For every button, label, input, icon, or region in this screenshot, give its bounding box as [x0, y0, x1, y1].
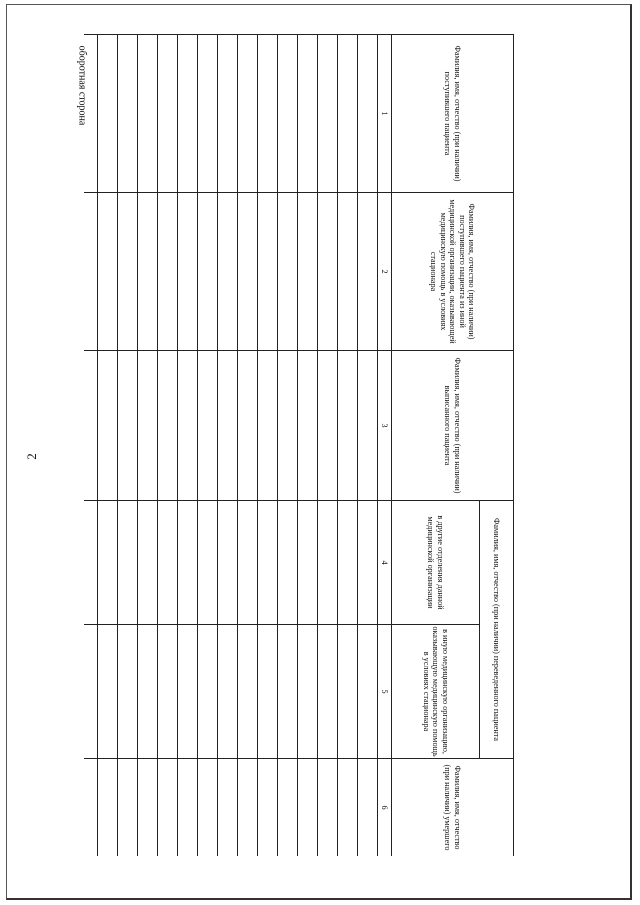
table-cell[interactable]	[218, 35, 238, 193]
column-number: 4	[378, 501, 392, 625]
table-cell[interactable]	[158, 501, 178, 625]
table-cell[interactable]	[258, 759, 278, 857]
table-cell[interactable]	[298, 501, 318, 625]
table-cell[interactable]	[318, 501, 338, 625]
table-row	[138, 35, 158, 857]
table-cell[interactable]	[158, 351, 178, 501]
table-cell[interactable]	[318, 759, 338, 857]
table-cell[interactable]	[218, 193, 238, 351]
table-cell[interactable]	[158, 759, 178, 857]
table-cell[interactable]	[118, 759, 138, 857]
table-cell[interactable]	[318, 193, 338, 351]
table-cell[interactable]	[298, 759, 318, 857]
page-number: 2	[23, 453, 39, 460]
table-cell[interactable]	[198, 501, 218, 625]
table-row	[278, 35, 298, 857]
table-cell[interactable]	[138, 501, 158, 625]
table-cell[interactable]	[298, 625, 318, 759]
table-cell[interactable]	[338, 501, 358, 625]
table-cell[interactable]	[318, 35, 338, 193]
table-cell[interactable]	[258, 193, 278, 351]
table-row	[158, 35, 178, 857]
table-row	[118, 35, 138, 857]
table-cell[interactable]	[138, 625, 158, 759]
table-cell[interactable]	[358, 193, 378, 351]
table-row	[178, 35, 198, 857]
column-number: 6	[378, 759, 392, 857]
column-number-row	[378, 35, 392, 857]
table-row	[218, 35, 238, 857]
table-row	[84, 35, 98, 857]
table-cell[interactable]	[338, 351, 358, 501]
table-cell[interactable]	[178, 759, 198, 857]
table-row	[338, 35, 358, 857]
table-row	[98, 35, 118, 857]
table-cell[interactable]	[178, 351, 198, 501]
table-cell[interactable]	[138, 351, 158, 501]
table-cell[interactable]	[298, 35, 318, 193]
table-cell[interactable]	[84, 625, 98, 759]
table-cell[interactable]	[158, 193, 178, 351]
table-cell[interactable]	[84, 35, 98, 193]
table-cell[interactable]	[218, 625, 238, 759]
table-cell[interactable]	[278, 625, 298, 759]
table-cell[interactable]	[198, 759, 218, 857]
table-cell[interactable]	[278, 193, 298, 351]
table-cell[interactable]	[258, 351, 278, 501]
column-number: 1	[378, 35, 392, 193]
table-cell[interactable]	[358, 625, 378, 759]
table-cell[interactable]	[198, 193, 218, 351]
column-number: 5	[378, 625, 392, 759]
header-discharged: Фамилия, имя, отчество (при наличии) выписанного пациента	[392, 351, 514, 501]
table-cell[interactable]	[218, 759, 238, 857]
table-cell[interactable]	[338, 625, 358, 759]
column-number: 2	[378, 193, 392, 351]
table-cell[interactable]	[178, 35, 198, 193]
table-cell[interactable]	[338, 759, 358, 857]
table-cell[interactable]	[238, 351, 258, 501]
table-cell[interactable]	[118, 501, 138, 625]
table-cell[interactable]	[238, 625, 258, 759]
table-cell[interactable]	[238, 35, 258, 193]
table-cell[interactable]	[278, 759, 298, 857]
table-cell[interactable]	[218, 501, 238, 625]
table-cell[interactable]	[98, 35, 118, 193]
table-cell[interactable]	[258, 625, 278, 759]
table-cell[interactable]	[118, 35, 138, 193]
table-cell[interactable]	[138, 35, 158, 193]
table-cell[interactable]	[298, 351, 318, 501]
table-row	[358, 35, 378, 857]
table-cell[interactable]	[358, 501, 378, 625]
table-cell[interactable]	[338, 35, 358, 193]
table-cell[interactable]	[358, 35, 378, 193]
header-transferred-external: в иную медицинскую организацию, оказывающую медицинскую помощь в условиях стационара	[392, 625, 480, 759]
table-cell[interactable]	[278, 351, 298, 501]
table-cell[interactable]	[98, 759, 118, 857]
table-cell[interactable]	[84, 193, 98, 351]
table-cell[interactable]	[98, 193, 118, 351]
register-table	[84, 34, 514, 856]
header-transferred-internal: в другие отделения данной медицинской организации	[392, 501, 480, 625]
table-row	[318, 35, 338, 857]
table-cell[interactable]	[118, 351, 138, 501]
table-cell[interactable]	[158, 35, 178, 193]
table-cell[interactable]	[258, 35, 278, 193]
table-cell[interactable]	[258, 501, 278, 625]
table-cell[interactable]	[298, 193, 318, 351]
column-number: 3	[378, 351, 392, 501]
table-row	[298, 35, 318, 857]
table-cell[interactable]	[158, 625, 178, 759]
table-cell[interactable]	[238, 193, 258, 351]
table-cell[interactable]	[178, 625, 198, 759]
table-cell[interactable]	[98, 501, 118, 625]
table-cell[interactable]	[278, 501, 298, 625]
table-cell[interactable]	[178, 501, 198, 625]
table-cell[interactable]	[278, 35, 298, 193]
table-cell[interactable]	[138, 193, 158, 351]
table-cell[interactable]	[218, 351, 238, 501]
table-cell[interactable]	[84, 501, 98, 625]
table-cell[interactable]	[358, 351, 378, 501]
table-cell[interactable]	[198, 625, 218, 759]
header-transferred-group: Фамилия, имя, отчество (при наличии) переведенного пациента	[480, 501, 514, 759]
table-cell[interactable]	[338, 193, 358, 351]
header-admitted: Фамилия, имя, отчество (при наличии) поступившего пациента	[392, 35, 514, 193]
table-row	[238, 35, 258, 857]
side-note: оборотная сторона	[76, 45, 88, 126]
table-cell[interactable]	[238, 501, 258, 625]
table-cell[interactable]	[118, 193, 138, 351]
table-cell[interactable]	[84, 759, 98, 857]
table-cell[interactable]	[198, 351, 218, 501]
header-admitted-from-other: Фамилия, имя, отчество (при наличии) поступившего пациента из иной медицинской организации, оказывающей медицинскую помощь в условиях стационара	[392, 193, 514, 351]
table-row	[198, 35, 218, 857]
table-cell[interactable]	[118, 625, 138, 759]
table-cell[interactable]	[318, 625, 338, 759]
table-cell[interactable]	[178, 193, 198, 351]
table-cell[interactable]	[98, 625, 118, 759]
table-cell[interactable]	[98, 351, 118, 501]
table-cell[interactable]	[358, 759, 378, 857]
table-cell[interactable]	[138, 759, 158, 857]
table-container	[84, 34, 514, 856]
table-cell[interactable]	[318, 351, 338, 501]
table-cell[interactable]	[238, 759, 258, 857]
table-cell[interactable]	[84, 351, 98, 501]
header-deceased: Фамилия, имя, отчество (при наличии) умершего	[392, 759, 514, 857]
table-cell[interactable]	[198, 35, 218, 193]
table-row	[258, 35, 278, 857]
